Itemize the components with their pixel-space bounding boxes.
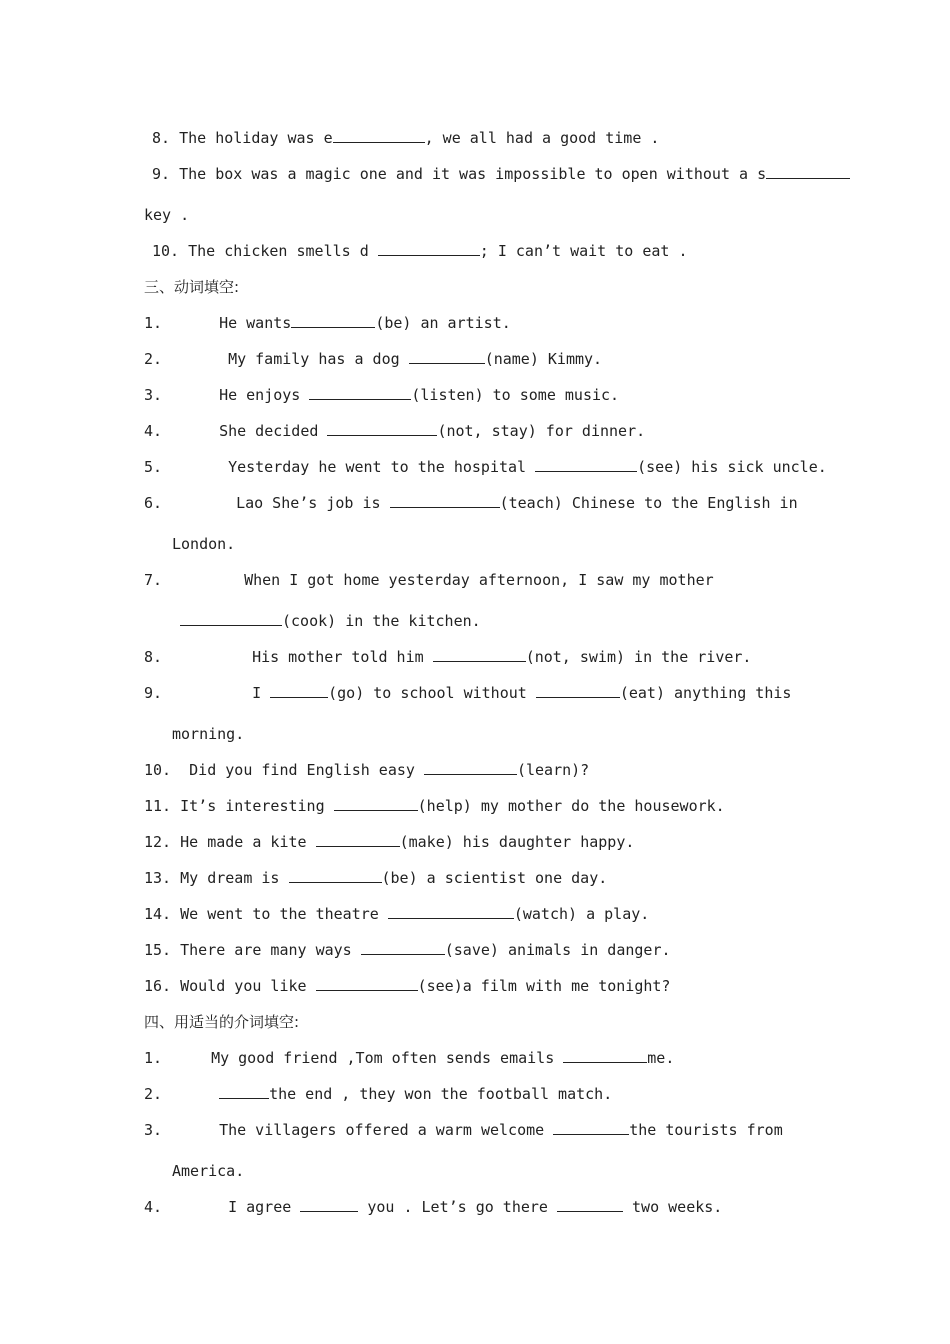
section4-heading: 四、用适当的介词填空: xyxy=(144,1013,300,1031)
s4-item-3-cont: America. xyxy=(172,1162,245,1180)
answer-blank[interactable] xyxy=(766,164,850,179)
s4-item-3: 3. The villagers offered a warm welcome the tourists from xyxy=(144,1121,783,1139)
answer-blank[interactable] xyxy=(424,760,517,775)
s3-item-9-cont: morning. xyxy=(172,725,245,743)
s3-item-7: 7. When I got home yesterday afternoon, I saw my mother xyxy=(144,571,714,589)
answer-blank[interactable] xyxy=(553,1120,629,1135)
s3-item-4: 4. She decided (not, stay) for dinner. xyxy=(144,422,646,440)
s3-item-12: 12. He made a kite (make) his daughter happy. xyxy=(144,833,635,851)
s3-item-15: 15. There are many ways (save) animals in danger. xyxy=(144,941,671,959)
answer-blank[interactable] xyxy=(316,832,400,847)
answer-blank[interactable] xyxy=(535,457,637,472)
s3-item-14: 14. We went to the theatre (watch) a play. xyxy=(144,905,650,923)
answer-blank[interactable] xyxy=(327,421,437,436)
answer-blank[interactable] xyxy=(563,1048,647,1063)
answer-blank[interactable] xyxy=(309,385,411,400)
s3-item-13: 13. My dream is (be) a scientist one day. xyxy=(144,869,608,887)
answer-blank[interactable] xyxy=(536,683,620,698)
s3-item-5: 5. Yesterday he went to the hospital (see) his sick uncle. xyxy=(144,458,827,476)
s2-item-9: 9. The box was a magic one and it was impossible to open without a s xyxy=(152,164,850,184)
s3-item-1: 1. He wants (be) an artist. xyxy=(144,314,511,332)
answer-blank[interactable] xyxy=(289,868,382,883)
section3-heading: 三、动词填空: xyxy=(144,278,240,296)
s4-item-1: 1. My good friend ,Tom often sends emails me. xyxy=(144,1049,675,1067)
s3-item-11: 11. It’s interesting (help) my mother do the housework. xyxy=(144,797,725,815)
s3-item-9: 9. I (go) to school without (eat) anything this xyxy=(144,684,792,702)
s3-item-6-cont: London. xyxy=(172,535,236,553)
answer-blank[interactable] xyxy=(390,493,500,508)
answer-blank[interactable] xyxy=(219,1084,269,1099)
answer-blank[interactable] xyxy=(180,611,282,626)
s3-item-2: 2. My family has a dog (name) Kimmy. xyxy=(144,350,603,368)
s3-item-16: 16. Would you like (see)a film with me tonight? xyxy=(144,977,671,995)
s3-item-3: 3. He enjoys (listen) to some music. xyxy=(144,386,620,404)
s4-item-4: 4. I agree you . Let’s go there two weeks. xyxy=(144,1198,723,1216)
s2-item-10: 10. The chicken smells d ; I can’t wait to eat . xyxy=(152,242,688,260)
answer-blank[interactable] xyxy=(333,128,425,143)
answer-blank[interactable] xyxy=(361,940,445,955)
s4-item-2: 2. the end , they won the football match. xyxy=(144,1085,613,1103)
s3-item-6: 6. Lao She’s job is (teach) Chinese to the English in xyxy=(144,494,798,512)
answer-blank[interactable] xyxy=(378,241,480,256)
s3-item-10: 10. Did you find English easy (learn)? xyxy=(144,761,590,779)
s3-item-7-cont: (cook) in the kitchen. xyxy=(180,611,481,631)
answer-blank[interactable] xyxy=(557,1197,623,1212)
answer-blank[interactable] xyxy=(316,976,418,991)
s2-item-9-cont: key . xyxy=(144,206,190,224)
answer-blank[interactable] xyxy=(433,647,526,662)
answer-blank[interactable] xyxy=(334,796,418,811)
answer-blank[interactable] xyxy=(291,313,375,328)
s3-item-8: 8. His mother told him (not, swim) in the river. xyxy=(144,648,752,666)
answer-blank[interactable] xyxy=(300,1197,358,1212)
answer-blank[interactable] xyxy=(409,349,485,364)
answer-blank[interactable] xyxy=(270,683,328,698)
s2-item-8: 8. The holiday was e , we all had a good time . xyxy=(152,129,660,147)
answer-blank[interactable] xyxy=(388,904,514,919)
